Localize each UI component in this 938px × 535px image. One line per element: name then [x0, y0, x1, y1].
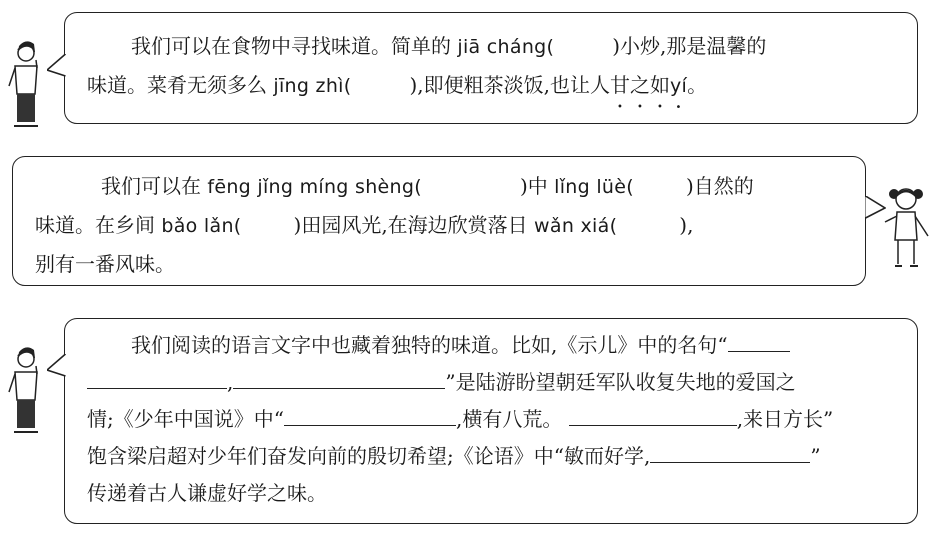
dotted-char: 之	[630, 73, 650, 97]
bubble3-tail	[47, 354, 67, 378]
answer-blank[interactable]	[233, 368, 445, 389]
text-segment: ,来日方长”	[736, 407, 834, 431]
answer-blank[interactable]	[728, 331, 790, 352]
speech-bubble-3	[64, 318, 918, 524]
text-segment: 我们可以在	[101, 174, 201, 198]
answer-blank[interactable]	[87, 368, 227, 389]
text-segment: 我们阅读的语言文字中也藏着独特的味道。比如,《示儿》中的名句“	[131, 333, 728, 357]
bubble1-line2	[87, 66, 895, 105]
text-segment: 味道。菜肴无须多么	[87, 73, 267, 97]
boy-figure-icon	[6, 342, 46, 438]
text-segment: 我们可以在食物中寻找味道。简单的	[131, 34, 451, 58]
text-segment: 饱含梁启超对少年们奋发向前的殷切希望;《论语》中“敏而好学,	[87, 444, 651, 468]
bubble3-line2	[87, 364, 895, 401]
bubble3-line1	[87, 327, 895, 364]
dotted-char: 甘	[610, 73, 630, 97]
bubble2-line1	[35, 167, 843, 206]
pinyin-wan-xia: wǎn xiá(	[534, 215, 618, 237]
answer-blank[interactable]	[284, 405, 456, 426]
bubble3-line4	[87, 438, 895, 475]
text-segment: )小炒,那是温馨的	[612, 34, 767, 58]
text-segment: )田园风光,在海边欣赏落日	[293, 213, 528, 237]
answer-blank[interactable]	[650, 442, 810, 463]
text-segment: ,横有八荒。	[455, 407, 563, 431]
pinyin-jing-zhi: jīng zhì(	[273, 75, 352, 97]
text-segment: 味道。在乡间	[35, 213, 155, 237]
boy-figure-icon	[6, 36, 46, 132]
answer-blank[interactable]	[569, 405, 737, 426]
bubble3-line5: 传递着古人谦虚好学之味。	[87, 481, 327, 505]
text-segment: ,	[227, 370, 234, 394]
pinyin-bao-lan: bǎo lǎn(	[161, 215, 242, 237]
text-segment: ),即便粗茶淡饭,也让人	[409, 73, 610, 97]
girl-figure-icon	[880, 182, 932, 272]
dotted-char: 如	[650, 73, 670, 97]
bubble1-line1	[87, 27, 895, 66]
text-segment: ”是陆游盼望朝廷军队收复失地的爱国之	[445, 370, 796, 394]
text-segment: )自然的	[685, 174, 754, 198]
pinyin-yi: yí •	[670, 75, 687, 97]
pinyin-ling-lue: lǐng lüè(	[554, 176, 634, 198]
speech-bubble-1	[64, 12, 918, 124]
pinyin-jia-chang: jiā cháng(	[457, 36, 555, 58]
text-segment: )中	[519, 174, 548, 198]
text-segment: 情;《少年中国说》中“	[87, 407, 284, 431]
speech-bubble-2	[12, 156, 866, 286]
text-segment: 。	[687, 73, 708, 97]
bubble3-line3	[87, 401, 895, 438]
text-segment: ”	[810, 444, 821, 468]
text-segment: ),	[679, 213, 694, 237]
pinyin-feng-jing-ming-sheng: fēng jǐng míng shèng(	[207, 176, 422, 198]
bubble2-line2	[35, 206, 843, 245]
bubble1-tail	[47, 54, 67, 78]
bubble2-line3: 别有一番风味。	[35, 252, 175, 276]
